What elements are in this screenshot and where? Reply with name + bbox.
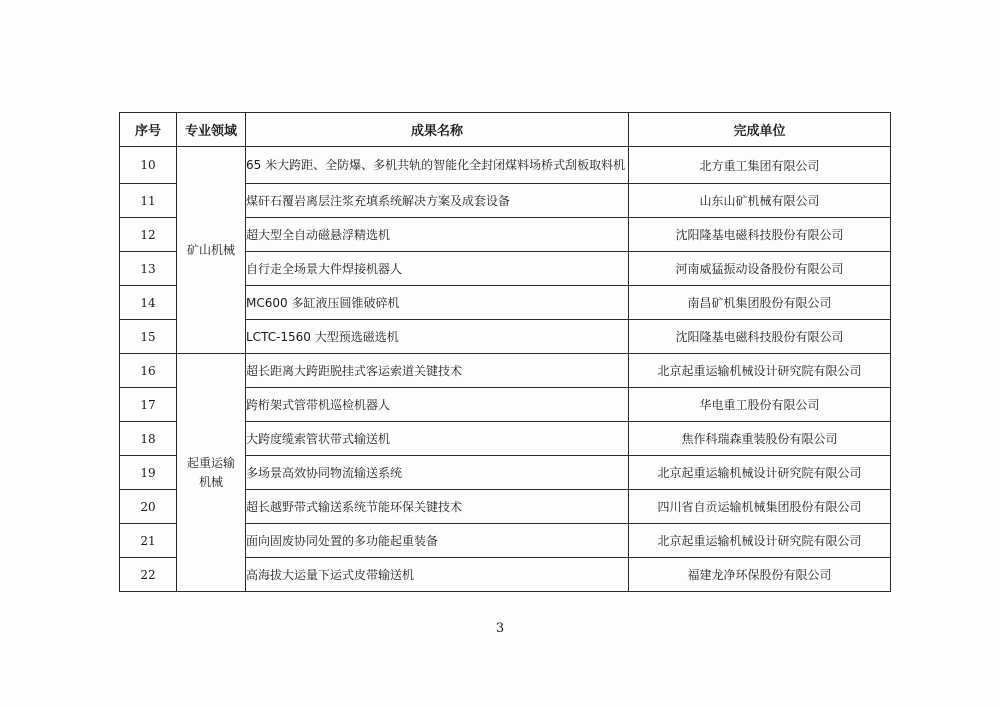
- achievement-name: 65 米大跨距、全防爆、多机共轨的智能化全封闭煤料场桥式刮板取料机: [246, 147, 629, 184]
- completing-unit: 山东山矿机械有限公司: [629, 184, 891, 218]
- awards-table: [119, 112, 891, 592]
- row-number: 17: [120, 388, 177, 422]
- achievement-name: MC600 多缸液压圆锥破碎机: [246, 286, 629, 320]
- field-mining-machinery: [177, 147, 246, 354]
- achievement-name: 超长距离大跨距脱挂式客运索道关键技术: [246, 354, 629, 388]
- row-number: 11: [120, 184, 177, 218]
- field-label-line: 机械: [198, 474, 223, 489]
- completing-unit: 沈阳隆基电磁科技股份有限公司: [629, 218, 891, 252]
- completing-unit: 北京起重运输机械设计研究院有限公司: [629, 354, 891, 388]
- completing-unit: 华电重工股份有限公司: [629, 388, 891, 422]
- achievement-name: 跨桁架式管带机巡检机器人: [246, 388, 629, 422]
- achievement-name: 高海拔大运量下运式皮带输送机: [246, 558, 629, 592]
- field-label-line: 起重运输: [186, 455, 235, 470]
- row-number: 12: [120, 218, 177, 252]
- achievement-name: 煤矸石覆岩离层注浆充填系统解决方案及成套设备: [246, 184, 629, 218]
- row-number: 19: [120, 456, 177, 490]
- achievement-name: LCTC-1560 大型预选磁选机: [246, 320, 629, 354]
- row-number: 18: [120, 422, 177, 456]
- achievement-name: 面向固废协同处置的多功能起重装备: [246, 524, 629, 558]
- row-number: 13: [120, 252, 177, 286]
- row-number: 20: [120, 490, 177, 524]
- completing-unit: 焦作科瑞森重装股份有限公司: [629, 422, 891, 456]
- row-number: 16: [120, 354, 177, 388]
- table-row: [120, 147, 891, 184]
- completing-unit: 四川省自贡运输机械集团股份有限公司: [629, 490, 891, 524]
- completing-unit: 福建龙净环保股份有限公司: [629, 558, 891, 592]
- field-lifting-transport-machinery: [177, 354, 246, 592]
- header-serial-number: 序号: [120, 113, 177, 147]
- achievement-name: 超长越野带式输送系统节能环保关键技术: [246, 490, 629, 524]
- row-number: 15: [120, 320, 177, 354]
- achievement-name: 多场景高效协同物流输送系统: [246, 456, 629, 490]
- header-field: 专业领域: [177, 113, 246, 147]
- completing-unit: 河南威猛振动设备股份有限公司: [629, 252, 891, 286]
- completing-unit: 北京起重运输机械设计研究院有限公司: [629, 524, 891, 558]
- completing-unit: 北方重工集团有限公司: [629, 147, 891, 184]
- row-number: 10: [120, 147, 177, 184]
- row-number: 22: [120, 558, 177, 592]
- achievement-name: 大跨度缆索管状带式输送机: [246, 422, 629, 456]
- completing-unit: 北京起重运输机械设计研究院有限公司: [629, 456, 891, 490]
- row-number: 21: [120, 524, 177, 558]
- table-row: [120, 354, 891, 388]
- header-completing-unit: 完成单位: [629, 113, 891, 147]
- completing-unit: 沈阳隆基电磁科技股份有限公司: [629, 320, 891, 354]
- completing-unit: 南昌矿机集团股份有限公司: [629, 286, 891, 320]
- achievement-name: 自行走全场景大件焊接机器人: [246, 252, 629, 286]
- page-number: 3: [495, 621, 505, 636]
- header-achievement-name: 成果名称: [246, 113, 629, 147]
- achievement-name: 超大型全自动磁悬浮精选机: [246, 218, 629, 252]
- row-number: 14: [120, 286, 177, 320]
- field-label-line: 矿山机械: [186, 242, 235, 257]
- table-header-row: [120, 113, 891, 147]
